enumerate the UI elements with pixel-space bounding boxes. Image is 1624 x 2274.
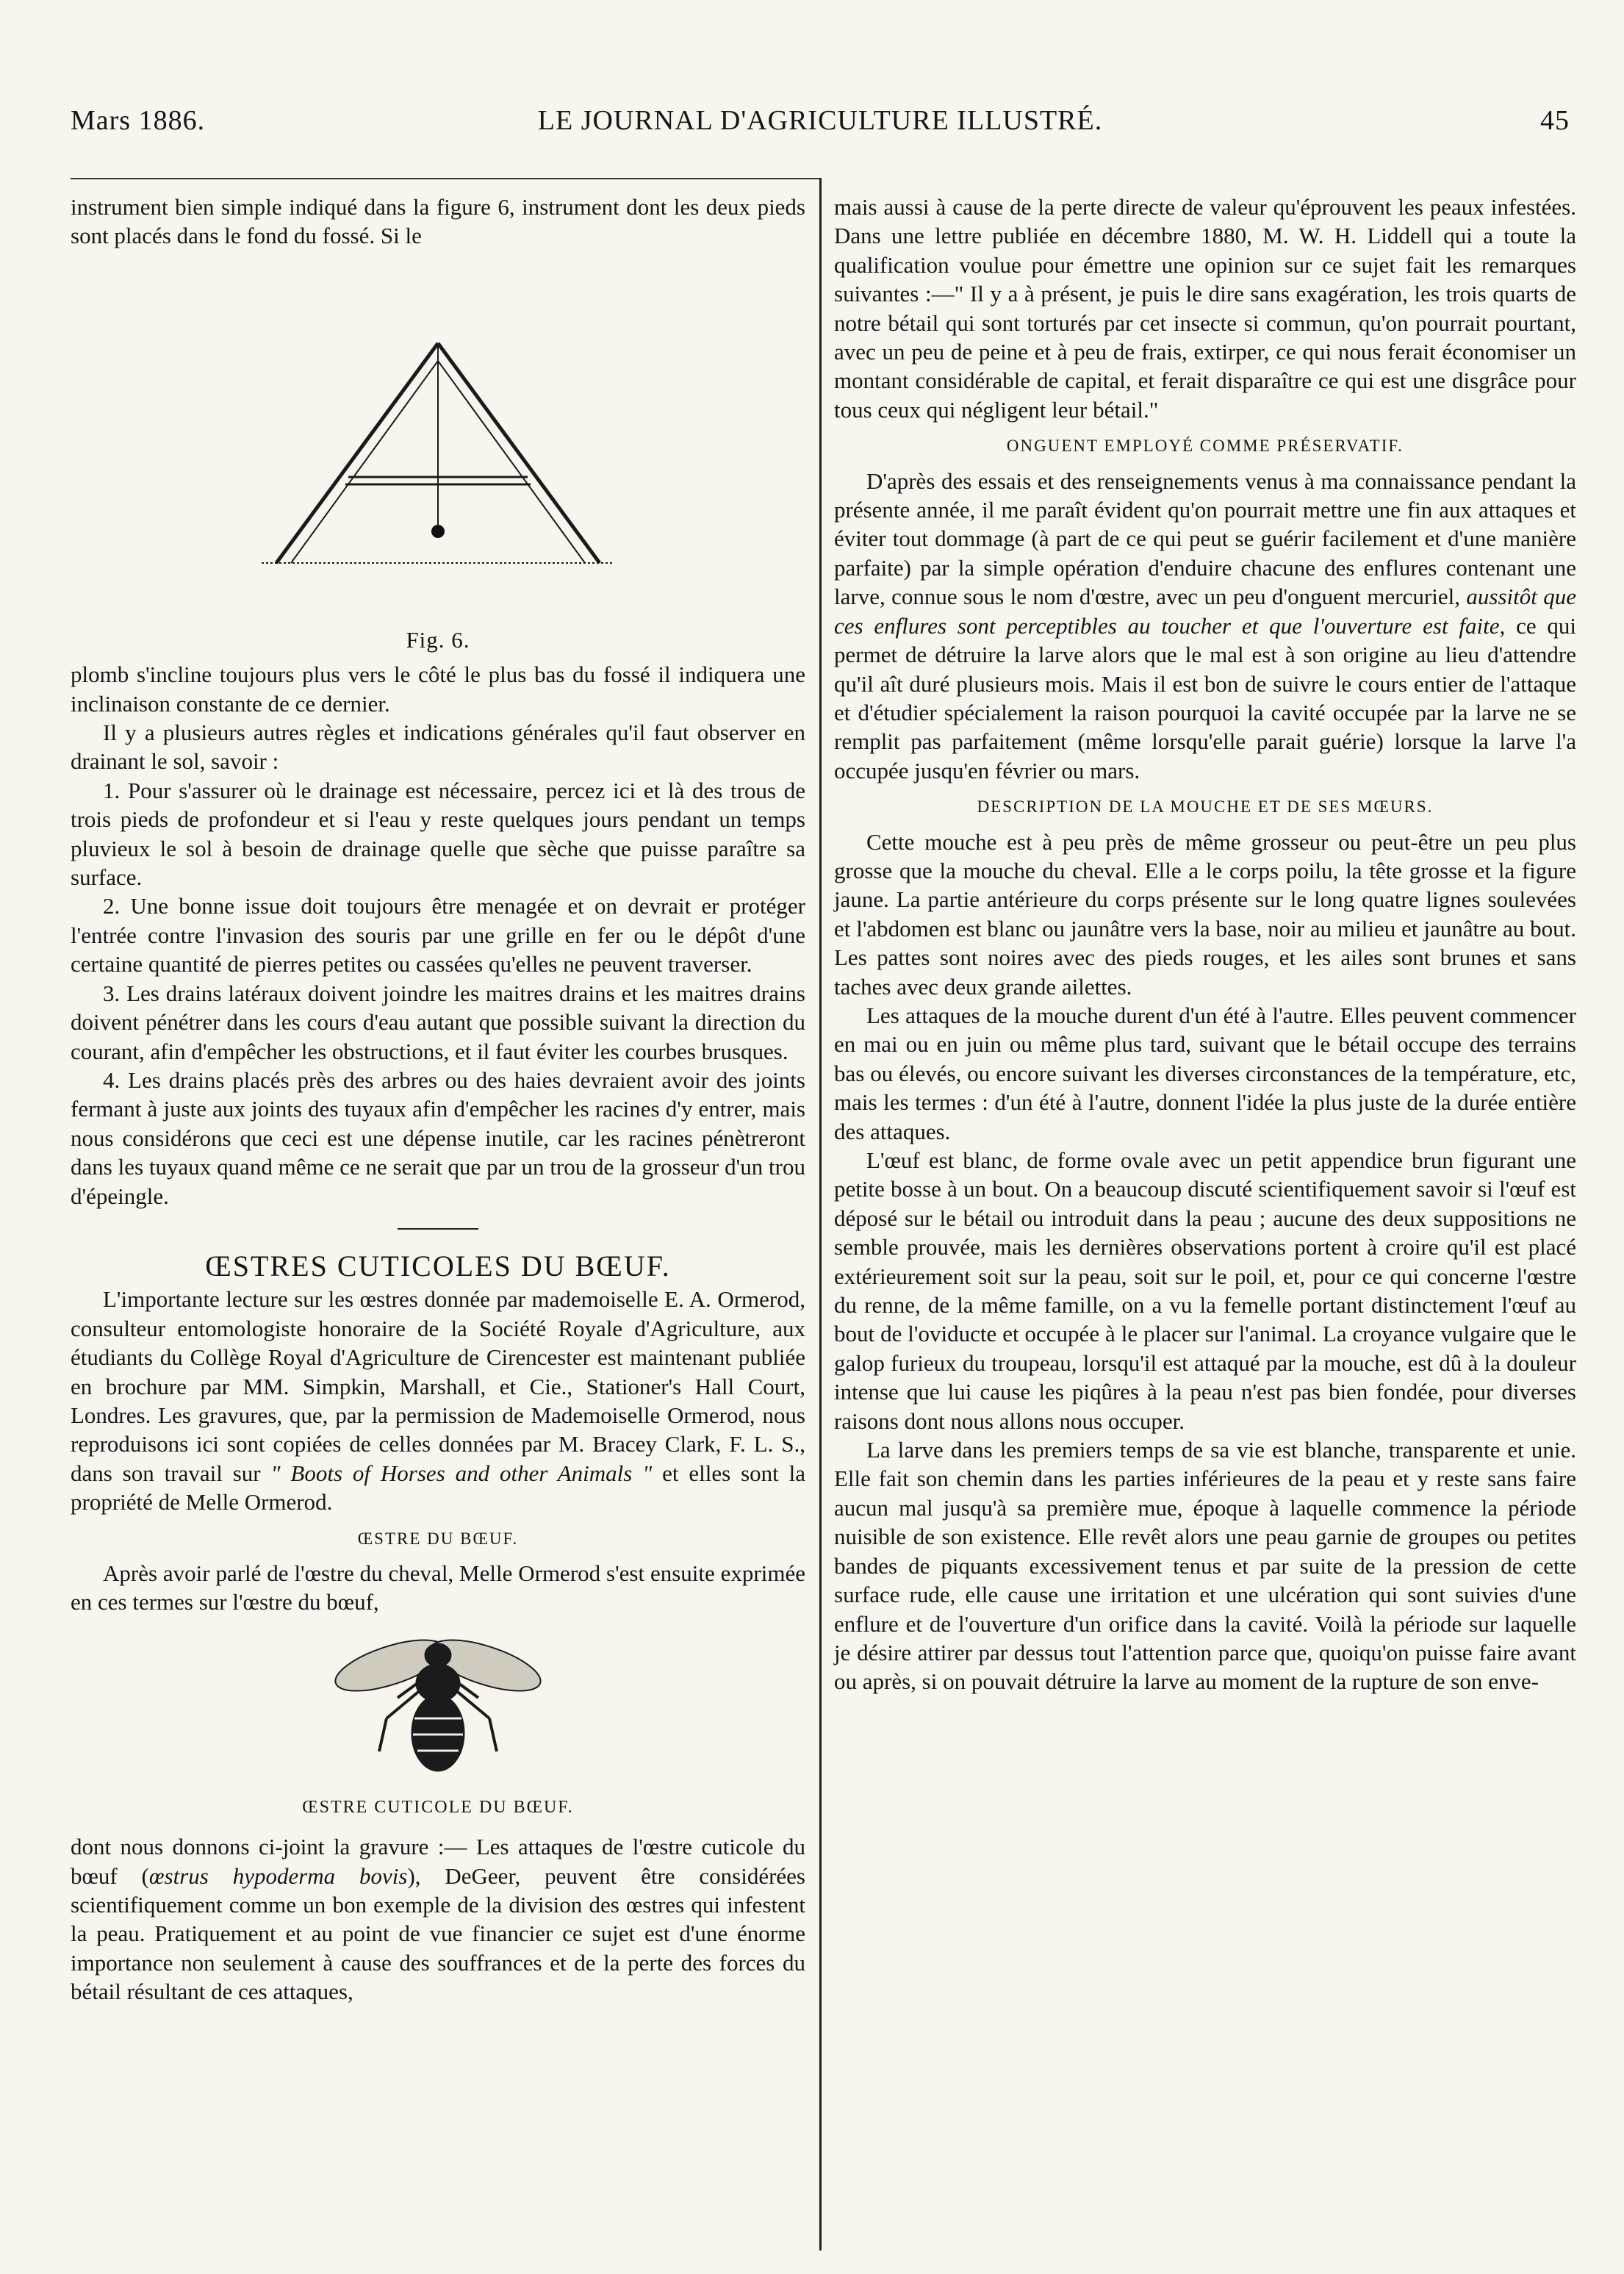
section-paragraph-1-end: et elles sont la propriété de Melle Ormerod. bbox=[71, 1460, 806, 1516]
heading-description: DESCRIPTION DE LA MOUCHE ET DE SES MŒURS. bbox=[977, 797, 1434, 817]
level-instrument-illustration bbox=[262, 339, 614, 574]
section-paragraph-1-text: L'importante lecture sur les œstres donnée par mademoiselle E. A. Ormerod, consulteur entomologiste honoraire de la Société Royale d'Agriculture, aux étudiants du Collège Royal d'Agriculture de Cirencester est maintenant publiée en brochure par MM. Simpkin, Marshall, et Cie., Stationer's Hall Court, Londres. Les gravures, que, par la permission de Mademoiselle Ormerod, nous reproduisons ici sont copiées de celles données par M. Bracey Clark, F. L. S., dans son travail sur bbox=[71, 1286, 805, 1486]
right-paragraph-5: L'œuf est blanc, de forme ovale avec un petit appendice brun figurant une petite bosse à un bout. On a beaucoup discuté scientifiquement savoir si l'œuf est déposé sur le bétail ou introduit dans la peau ; aucune des deux suppositions ne semble prouvée, mais les dernières observations portent à croire qu'il est placé extérieurement soit sur la peau, soit sur le poil, et, pour ce qui concerne l'œstre du renne, de la même famille, on a vu la femelle portant distinctement l'œuf au bout de l'oviducte et occupée à le placer sur l'animal. La croyance vulgaire que le galop furieux du troupeau, lorsqu'il est attaqué par la mouche, est dû à la douleur intense que lui cause les piqûres à la peau n'est pas bien fondée, pour diverses raisons dont nous allons nous occuper. bbox=[834, 1147, 1576, 1434]
subsection-title: ŒSTRE DU BŒUF. bbox=[357, 1529, 519, 1548]
final-paragraph-end: ), DeGeer, peuvent être considérées scientifiquement comme un bon exemple de la division des œstres qui infestent la peau. Pratiquement et au point de vue financier ce sujet est d'une énorme importance non seulement à cause des souffrances et de la perte des forces du bétail résultant de ces attaques, bbox=[71, 1862, 805, 2005]
issue-date: Mars 1886. bbox=[71, 105, 206, 136]
figure-6-caption: Fig. 6. bbox=[406, 626, 470, 653]
header-rule bbox=[71, 178, 820, 179]
section-separator bbox=[398, 1228, 478, 1230]
rule-2: 2. Une bonne issue doit toujours être menagée et on devrait er protéger l'entrée contre l'invasion des souris par une grille en fer ou le dépôt d'une certaine quantité de pierres petites ou cassées qu'elles ne peuvent traverser. bbox=[71, 893, 805, 978]
right-paragraph-6: La larve dans les premiers temps de sa vie est blanche, transparente et unie. Elle fait son chemin dans les parties inférieures de la peau et y reste sans faire aucun mal jusqu'à sa première mue, époque à laquelle commence la période nuisible de son existence. Elle revêt alors une peau garnie de groupes ou petites bandes de piquants excessivement tenus et par suite de la pression de cette surface rude, elle cause une irritation et une ulcération qui sont suivies d'une enflure et de l'ouverture d'un orifice dans la cavité. Voilà la période sur laquelle je désire attirer par dessus tout l'attention parce que, quoiqu'on puisse faire avant ou après, si on pouvait détruire la larve au moment de la rupture de son enve- bbox=[834, 1437, 1576, 1695]
fly-caption: ŒSTRE CUTICOLE DU BŒUF. bbox=[302, 1797, 574, 1817]
rule-4: 4. Les drains placés près des arbres ou des haies devraient avoir des joints fermant à juste aux joints des tuyaux afin d'empêcher les racines d'y entrer, mais nous considérons que ceci est une dépense inutile, car les racines pénètreront dans les tuyaux quand même ce ne serait que par un trou de la grosseur d'un trou d'épeingle. bbox=[71, 1066, 805, 1209]
right-paragraph-1: mais aussi à cause de la perte directe de valeur qu'éprouvent les peaux infestées. Dans une lettre publiée en décembre 1880, M. W. H. Liddell qui a toute la qualification voulue pour émettre une opinion sur ce sujet fait les remarques suivantes :—" Il y a à présent, je puis le dire sans exagération, les trois quarts de notre bétail qui sont torturés par cet insecte si commun, qu'on pourrait pourtant, avec un peu de peine et à peu de frais, extirper, ce qui nous ferait économiser un montant considérable de capital, et ferait disparaître ce qui est une disgrâce pour tous ceux qui négligent leur bétail." bbox=[834, 194, 1576, 423]
right-paragraph-4: Les attaques de la mouche durent d'un été à l'autre. Elles peuvent commencer en mai ou en juin ou même plus tard, suivant que le bétail occupe des terrains bas ou élevés, ou encore suivant les diverses circonstances de la température, etc, mais les termes : d'un été à l'autre, donnent l'idée la plus juste de la durée entière des attaques. bbox=[834, 1002, 1576, 1144]
right-paragraph-2-end: ce qui permet de détruire la larve alors que le mal est à son origine au lieu d'attendre qu'il aît duré plusieurs mois. Mais il est bon de suivre le cours entier de l'attaque et d'étudier spécialement la raison pourquoi la cavité occupée par la larve ne se remplit pas parfaitement (même lorsqu'elle parait guérie) lorsque la larve l'a occupée jusqu'en février ou mars. bbox=[834, 612, 1577, 783]
book-title: " Boots of Horses and other Animals " bbox=[270, 1460, 653, 1486]
final-paragraph bbox=[71, 1832, 805, 2006]
final-paragraph-start: dont nous donnons ci-joint la gravure :— Les attaques de l'œstre cuticole du bœuf ( bbox=[71, 1834, 805, 1889]
fly-icon bbox=[328, 1630, 548, 1777]
bot-fly-engraving bbox=[71, 1630, 805, 1777]
left-column bbox=[71, 193, 805, 2006]
rules-intro: Il y a plusieurs autres règles et indications générales qu'il faut observer en drainant le sol, savoir : bbox=[71, 720, 805, 775]
figure-6 bbox=[71, 251, 805, 623]
section-title: ŒSTRES CUTICOLES DU BŒUF. bbox=[205, 1249, 671, 1283]
right-paragraph-2-italic: aussitôt que ces enflures sont perceptibles au toucher et que l'ouverture est faite, bbox=[834, 584, 1577, 639]
right-paragraph-2 bbox=[834, 467, 1576, 785]
right-paragraph-2-start: D'après des essais et des renseignements venus à ma connaissance pendant la présente année, il me paraît évident qu'on pourrait mettre une fin aux attaques et éviter tout dommage (à part de ce qui peut se guérir facilement et d'une manière parfaite) par la simple opération d'enduire chacune des enflures contenant une larve, connue sous le nom d'œstre, avec un peu d'onguent mercuriel, bbox=[834, 467, 1576, 610]
latin-name: œstrus hypoderma bovis bbox=[148, 1862, 408, 1889]
right-paragraph-3: Cette mouche est à peu près de même grosseur ou peut-être un peu plus grosse que la mouche du cheval. Elle a le corps poilu, la tête grosse et la figure jaune. La partie antérieure du corps présente sur le long quatre lignes soulevées et l'abdomen est blanc ou jaunâtre vers la base, noir au milieu et jaunâtre au bout. Les pattes sont noires avec des pieds rouges, et les ailes sont brunes et sans taches avec deux grande ailettes. bbox=[834, 828, 1576, 1000]
subsection-paragraph: Après avoir parlé de l'œstre du cheval, Melle Ormerod s'est ensuite exprimée en ces termes sur l'œstre du bœuf, bbox=[71, 1560, 805, 1615]
section-paragraph-1 bbox=[71, 1285, 805, 1516]
page-number: 45 bbox=[1540, 105, 1570, 136]
right-column bbox=[834, 193, 1576, 1696]
rule-1: 1. Pour s'assurer où le drainage est nécessaire, percez ici et là des trous de trois pieds de profondeur et si l'eau y reste quelques jours pendant un temps pluvieux le sol à besoin de drainage quelle que sèche que puisse paraître sa surface. bbox=[71, 777, 805, 891]
rule-3: 3. Les drains latéraux doivent joindre les maitres drains et les maitres drains doivent pénétrer dans les cours d'eau autant que possible suivant la direction du courant, afin d'empêcher les obstructions, et il faut éviter les courbes brusques. bbox=[71, 980, 805, 1064]
journal-title: LE JOURNAL D'AGRICULTURE ILLUSTRÉ. bbox=[537, 105, 1103, 136]
page-header bbox=[71, 104, 1570, 141]
heading-onguent: ONGUENT EMPLOYÉ COMME PRÉSERVATIF. bbox=[1006, 437, 1404, 456]
column-divider bbox=[819, 178, 822, 2250]
after-figure-paragraph: plomb s'incline toujours plus vers le côté le plus bas du fossé il indiquera une inclinaison constante de ce dernier. bbox=[71, 661, 805, 717]
intro-paragraph: instrument bien simple indiqué dans la figure 6, instrument dont les deux pieds sont placés dans le fond du fossé. Si le bbox=[71, 194, 805, 249]
